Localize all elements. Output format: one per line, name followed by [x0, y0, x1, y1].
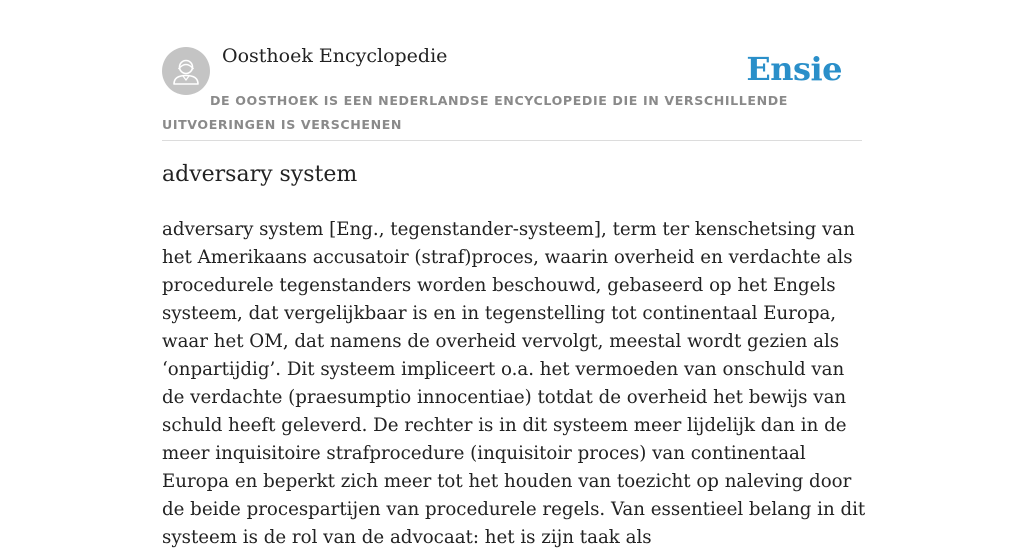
user-placeholder-icon[interactable]	[162, 47, 210, 95]
brand-logo[interactable]: Ensie	[746, 50, 842, 88]
source-header	[162, 40, 862, 141]
article-body: adversary system [Eng., tegenstander-systeem], term ter kenschetsing van het Amerikaans accusatoir (straf)proces, waarin overheid en verdachte als procedurele tegenstanders worden beschouwd, gebaseerd op het Engels systeem, dat vergelijkbaar is en in tegenstelling tot continentaal Europa, waar het OM, dat namens de overheid vervolgt, meestal wordt gezien als ‘onpartijdig’. Dit systeem impliceert o.a. het vermoeden van onschuld van de verdachte (praesumptio innocentiae) totdat de overheid het bewijs van schuld heeft geleverd. De rechter is in dit systeem meer lijdelijk dan in de meer inquisitoire strafprocedure (inquisitoir proces) van continentaal Europa en beperkt zich meer tot het houden van toezicht op naleving door de beide procespartijen van procedurele regels. Van essentieel belang in dit systeem is de rol van de advocaat: het is zijn taak als	[162, 219, 866, 548]
source-description: DE OOSTHOEK IS EEN NEDERLANDSE ENCYCLOPEDIE DIE IN VERSCHILLENDE UITVOERINGEN IS VERSCHENEN	[162, 93, 789, 132]
article-title: adversary system	[162, 162, 358, 187]
source-title[interactable]: Oosthoek Encyclopedie	[222, 45, 448, 67]
